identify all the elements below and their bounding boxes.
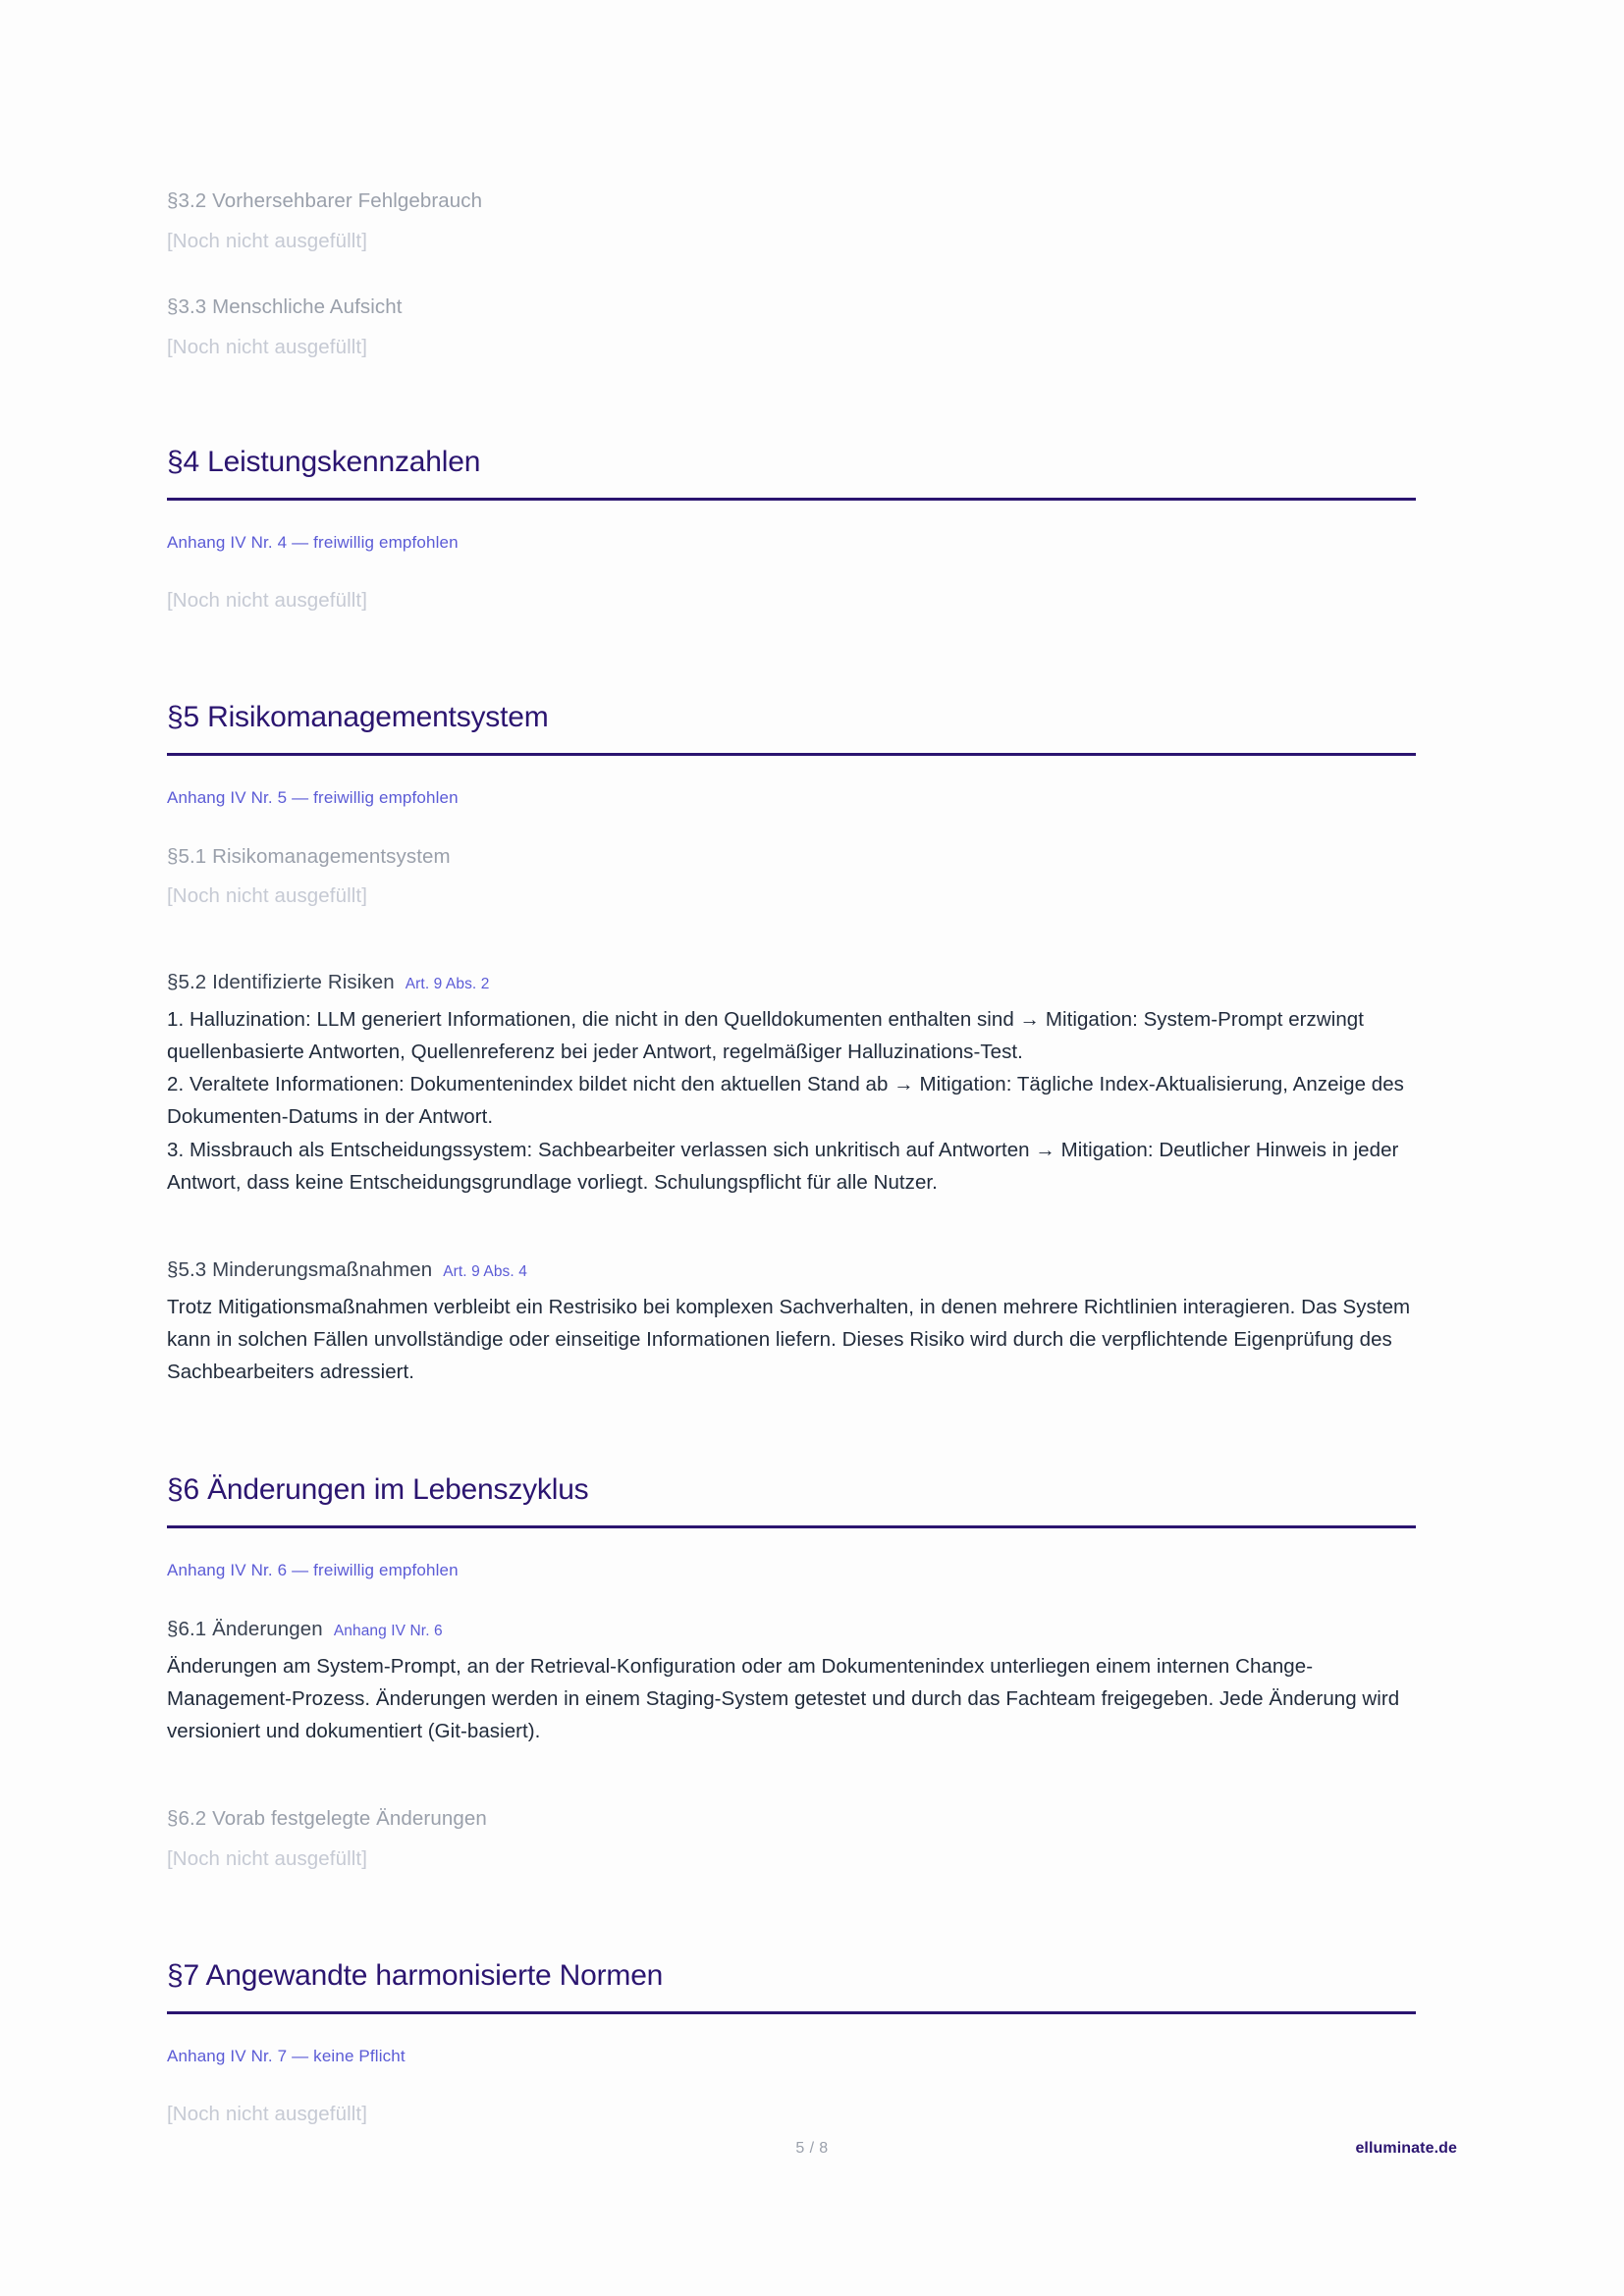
section-note: Anhang IV Nr. 6 — freiwillig empfohlen bbox=[167, 1561, 459, 1580]
field-title: §3.3 Menschliche Aufsicht bbox=[167, 295, 403, 319]
field-value bbox=[167, 1650, 1416, 1748]
section-5 bbox=[167, 698, 1416, 1388]
field-block bbox=[167, 842, 1416, 911]
legal-reference: Art. 9 Abs. 4 bbox=[443, 1262, 527, 1280]
field-empty-value: [Noch nicht ausgefüllt] bbox=[167, 1846, 367, 1870]
field-title-text: §6.1 Änderungen bbox=[167, 1617, 323, 1640]
spacer bbox=[167, 1781, 1416, 1804]
field-title bbox=[167, 968, 1416, 997]
section-note: Anhang IV Nr. 7 — keine Pflicht bbox=[167, 2046, 406, 2065]
field-empty-value: [Noch nicht ausgefüllt] bbox=[167, 229, 367, 252]
field-block bbox=[167, 1255, 1416, 1388]
paragraph-line: Änderungen am System-Prompt, an der Retrieval-Konfiguration oder am Dokumentenindex unterliegen einem internen Change-Management-Prozess. Änderungen werden in einem Staging-System getestet und durch das Fachteam freigegeben. Jede Änderung wird versioniert und dokumentiert (Git-basiert). bbox=[167, 1654, 1400, 1742]
section-4 bbox=[167, 443, 1416, 615]
page-content bbox=[167, 187, 1416, 2129]
paragraph-line: 2. Veraltete Informationen: Dokumentenindex bildet nicht den aktuellen Stand ab → Mitigation: Tägliche Index-Aktualisierung, Anzeige des Dokumenten-Datums in der Antwort. bbox=[167, 1073, 1404, 1129]
section-divider bbox=[167, 2011, 1416, 2014]
section-divider bbox=[167, 753, 1416, 756]
section-heading: §7 Angewandte harmonisierte Normen bbox=[167, 1958, 664, 1992]
field-title: §6.2 Vorab festgelegte Änderungen bbox=[167, 1807, 487, 1831]
field-title: §3.2 Vorhersehbarer Fehlgebrauch bbox=[167, 189, 483, 212]
field-block bbox=[167, 968, 1416, 1199]
section-note: Anhang IV Nr. 4 — freiwillig empfohlen bbox=[167, 532, 459, 552]
field-block bbox=[167, 187, 1416, 255]
spacer bbox=[167, 1232, 1416, 1255]
section-heading: §6 Änderungen im Lebenszyklus bbox=[167, 1473, 589, 1507]
field-title-text: §5.3 Minderungsmaßnahmen bbox=[167, 1257, 433, 1281]
section-divider bbox=[167, 1525, 1416, 1528]
spacer bbox=[167, 944, 1416, 968]
section-heading: §4 Leistungskennzahlen bbox=[167, 445, 481, 478]
section-6 bbox=[167, 1470, 1416, 1873]
section-heading: §5 Risikomanagementsystem bbox=[167, 701, 549, 734]
field-block bbox=[167, 1615, 1416, 1747]
section-note: Anhang IV Nr. 5 — freiwillig empfohlen bbox=[167, 788, 459, 808]
section-empty-value: [Noch nicht ausgefüllt] bbox=[167, 2103, 367, 2126]
brand-label: elluminate.de bbox=[1355, 2140, 1457, 2157]
field-value bbox=[167, 1291, 1416, 1389]
paragraph-line: 1. Halluzination: LLM generiert Informationen, die nicht in den Quelldokumenten enthalten sind → Mitigation: System-Prompt erzwingt quellenbasierte Antworten, Quellenreferenz bei jeder Antwort, regelmäßiger Halluzinations-Test. bbox=[167, 1007, 1364, 1063]
field-title bbox=[167, 1615, 1416, 1644]
field-title-text: §5.2 Identifizierte Risiken bbox=[167, 971, 395, 994]
legal-reference: Art. 9 Abs. 2 bbox=[405, 976, 490, 993]
field-empty-value: [Noch nicht ausgefüllt] bbox=[167, 336, 367, 359]
legal-reference: Anhang IV Nr. 6 bbox=[333, 1622, 443, 1639]
section-7 bbox=[167, 1956, 1416, 2129]
field-block bbox=[167, 293, 1416, 361]
carryover-fields bbox=[167, 187, 1416, 362]
page-number: 5 / 8 bbox=[795, 2140, 829, 2157]
field-value bbox=[167, 1003, 1416, 1199]
paragraph-line: 3. Missbrauch als Entscheidungssystem: Sachbearbeiter verlassen sich unkritisch auf Antworten → Mitigation: Deutlicher Hinweis in jeder Antwort, dass keine Entscheidungsgrundlage vorliegt. Schulungspflicht für alle Nutzer. bbox=[167, 1138, 1399, 1194]
section-divider bbox=[167, 498, 1416, 501]
field-title: §5.1 Risikomanagementsystem bbox=[167, 844, 451, 868]
field-title bbox=[167, 1255, 1416, 1285]
page-footer bbox=[167, 2140, 1457, 2162]
field-empty-value: [Noch nicht ausgefüllt] bbox=[167, 884, 367, 908]
field-block bbox=[167, 1804, 1416, 1873]
section-empty-value: [Noch nicht ausgefüllt] bbox=[167, 589, 367, 613]
paragraph-line: Trotz Mitigationsmaßnahmen verbleibt ein Restrisiko bei komplexen Sachverhalten, in denen mehrere Richtlinien interagieren. Das System kann in solchen Fällen unvollständige oder einseitige Informationen liefern. Dieses Risiko wird durch die verpflichtende Eigenprüfung des Sachbearbeiters adressiert. bbox=[167, 1295, 1411, 1384]
